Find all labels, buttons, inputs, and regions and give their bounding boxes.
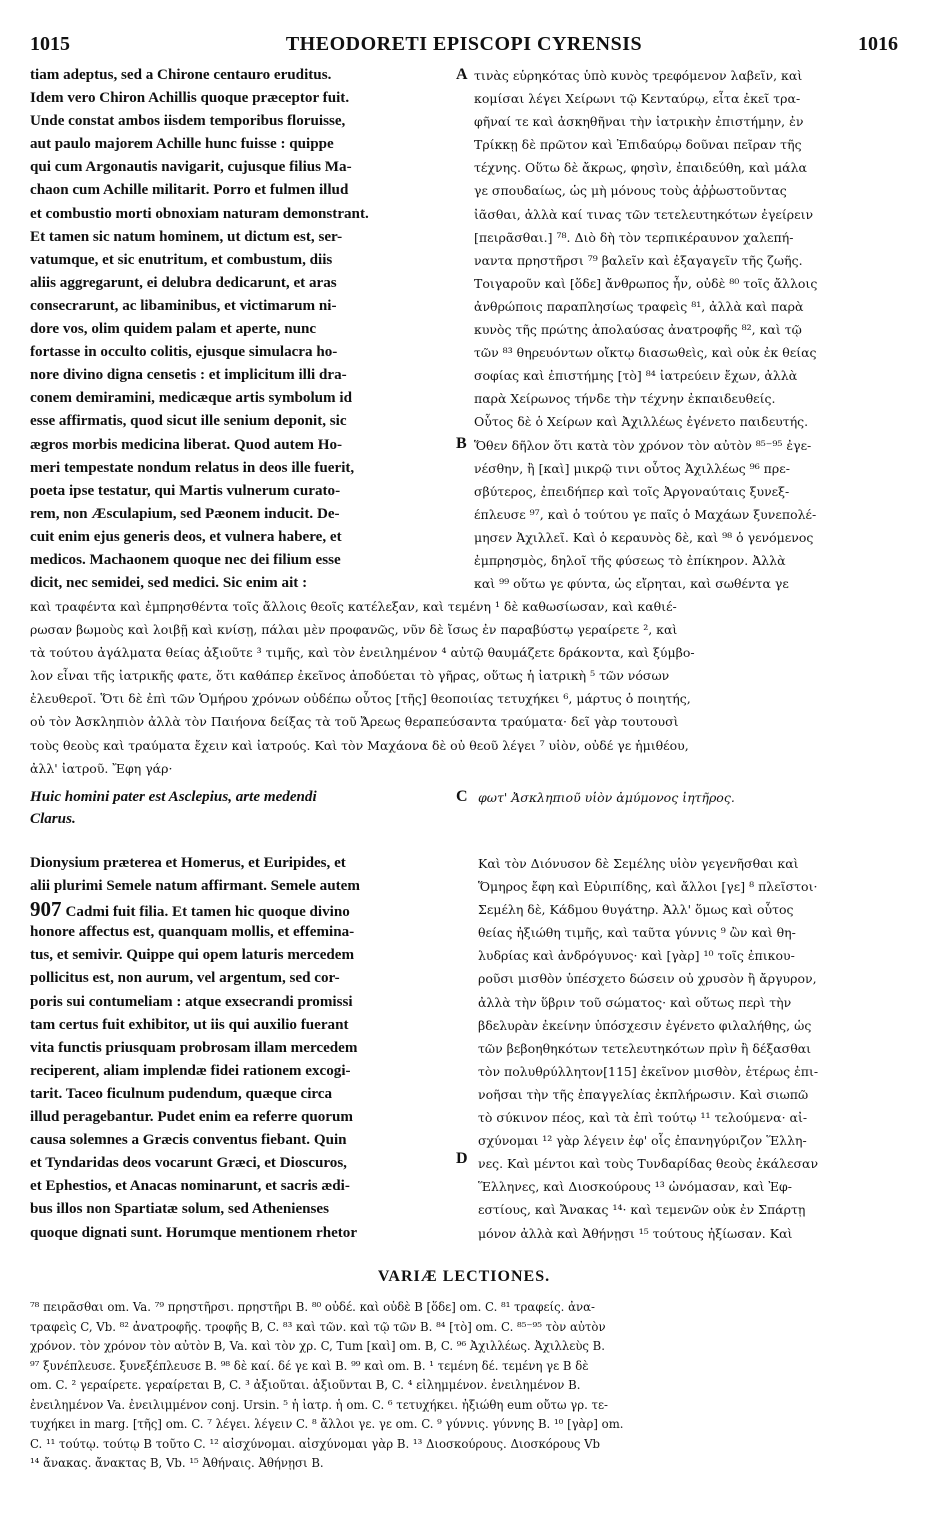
text-line: μησεν Ἀχιλλεῖ. Καὶ ὁ κεραυνὸς δὲ, καὶ ⁹⁸ ὁ γενόμενος — [474, 529, 814, 545]
text-line: alii plurimi Semele natum affirmant. Semele autem — [30, 878, 360, 895]
text-line: bus illos non Spartiatæ solum, sed Athenienses — [30, 1201, 330, 1218]
text-line: νοῆσαι τὴν τῆς ἐπαγγελίας ἐκπλήρωσιν. Καὶ σιωπῶ — [478, 1086, 809, 1102]
text-line: honore affectus est, quanquam mollis, et effemina- — [30, 924, 355, 941]
text-line: qui cum Argonautis navigarit, cujusque filius Ma- — [30, 159, 352, 176]
section-letter-a: A — [456, 66, 468, 83]
variants-heading: VARIÆ LECTIONES. — [377, 1268, 551, 1285]
greek-column-top — [474, 64, 817, 595]
text-line: Idem vero Chiron Achillis quoque præceptor fuit. — [30, 90, 350, 107]
text-line: Τοιγαροῦν καὶ [ὅδε] ἄνθρωπος ἦν, οὐδὲ ⁸⁰ τοῖς ἄλλοις — [474, 275, 818, 291]
text-line: consecrarunt, ac libaminibus, et victimarum ni- — [30, 297, 337, 314]
text-line: ἐλευθεροῖ. Ὅτι δὲ ἐπὶ τῶν Ὁμήρου χρόνων οὐδέπω οὗτος [τῆς] θεοποιίας τετυχήκει ⁶, μάρτυς ὁ ποιητής, — [30, 691, 691, 707]
text-line: τέχνης. Οὕτω δὲ ἄκρως, φησὶν, ἐπαιδεύθη, καὶ μάλα — [474, 160, 807, 176]
text-line: τῶν βεβοηθηκότων τετελευτηκότων πρὶν ἢ δέξασθαι — [478, 1040, 812, 1056]
section-letter-d: D — [456, 1150, 468, 1167]
text-line: λυδρίας καὶ ἀνδρόγυνος· καὶ [γὰρ] ¹⁰ τοῖς ἐπικου- — [478, 948, 795, 964]
text-line: vatumque, et sic enutritum, et combustum, diis — [30, 251, 333, 268]
text-line: Et tamen sic natum hominem, ut dictum est, ser- — [30, 228, 343, 245]
text-line: causa solemnes a Græcis conventus fiebant. Quin — [30, 1132, 347, 1149]
variant-line: τραφεὶς C, Vb. ⁸² ἀνατροφῆς. τροφῆς B, C. ⁸³ καὶ τῶν. καὶ τῷ τῶν B. ⁸⁴ [τὸ] om. C. ⁸⁵⁻⁹⁵ τὸν αὐτὸν — [30, 1319, 606, 1334]
text-line: tam certus fuit exhibitor, ut iis qui auxilio fuerant — [30, 1016, 349, 1033]
variant-line: τυχήκει in marg. [τῆς] om. C. ⁷ λέγει. λέγειν C. ⁸ ἄλλοι γε. γε om. C. ⁹ γύννις. γύννης B. ¹⁰ [γὰρ] om. — [30, 1417, 624, 1431]
text-line: οὐ τὸν Ἀσκληπιὸν ἀλλὰ τὸν Παιήονα δείξας τὰ τοῦ Ἄρεως θεραπεύσαντα τραύματα· δεῖ γὰρ τουτουσὶ — [30, 714, 679, 730]
text-line: σβύτερος, ἐπειδήπερ καὶ τοῖς Ἀργοναύταις ξυνεξ- — [474, 483, 790, 499]
text-line: βδελυρὰν ἐκείνην ὑπόσχεσιν ἐγένετο φιλαλήθης, ὡς — [478, 1017, 812, 1033]
text-line: conem demiramini, medicæque artis symbolum id — [30, 390, 352, 407]
text-line: ἐμπρησμὸς, δηλοῖ τῆς φύσεως τὸ ἐπίκηρον. Ἀλλὰ — [474, 552, 786, 568]
text-line: Καὶ τὸν Διόνυσον δὲ Σεμέλης υἱὸν γεγενῆσθαι καὶ — [478, 856, 799, 871]
text-line: poeta ipse testatur, qui Martis vulnerum curato- — [30, 482, 341, 499]
text-line: dore vos, olim quidem palam et aperte, nunc — [30, 321, 317, 338]
text-line: καὶ ⁹⁹ οὕτω γε φύντα, ὡς εἴρηται, καὶ σωθέντα γε — [474, 576, 789, 592]
text-line: poris sui contumeliam : atque exsecrandi promissi — [30, 993, 353, 1010]
text-line: nore divino digna censetis : et implicitum illi dra- — [30, 367, 347, 384]
section-letter-c: C — [456, 788, 468, 805]
text-line: rem, non Æsculapium, sed Pæonem inducit. De- — [30, 505, 340, 522]
text-line: tus, et semivir. Quippe qui opem laturis mercedem — [30, 947, 355, 964]
text-line: aliis aggregarunt, ei delubra dedicarunt, et aras — [30, 274, 337, 291]
text-line: cuit enim ejus generis deos, et vulnera habere, et — [30, 528, 342, 545]
text-line: meri tempestate nondum relatus in deos ille fuerit, — [30, 459, 355, 476]
section-letter-b: B — [456, 435, 467, 452]
text-line: νες. Καὶ μέντοι καὶ τοὺς Τυνδαρίδας θεοὺς ἐκάλεσαν — [478, 1156, 819, 1172]
text-line: ναντα πρηστῆρσι ⁷⁹ βαλεῖν καὶ ἐξαγαγεῖν τῆς ζωῆς. — [474, 252, 803, 268]
text-line: reciperent, aliam implendæ fidei rationem excogi- — [30, 1062, 351, 1079]
text-line: τὸ σύκινον πέος, καὶ τὰ ἐπὶ τούτῳ ¹¹ τελούμενα· αἰ- — [478, 1110, 808, 1126]
text-line: Οὗτος δὲ ὁ Χείρων καὶ Ἀχιλλέως ἐγένετο παιδευτής. — [474, 414, 809, 430]
variant-line: ⁷⁸ πειρᾶσθαι om. Va. ⁷⁹ πρηστῆρσι. πρηστῆρι B. ⁸⁰ οὐδέ. καὶ οὐδὲ B [ὅδε] om. C. ⁸¹ τραφείς. ἀνα- — [30, 1300, 595, 1314]
text-line: παρὰ Χείρωνος τήνδε τὴν τέχνην ἐκπαιδευθείς. — [474, 391, 776, 407]
text-line: ἀνθρώποις παραπλησίως τραφεὶς ⁸¹, ἀλλὰ καὶ παρὰ — [474, 298, 804, 314]
text-line: illud peragebantur. Pudet enim ea referre quorum — [30, 1109, 353, 1126]
variant-line: om. C. ² γεραίρετε. γεραίρεται B, C. ³ ἀξιοῦται. ἀξιοῦνται B, C. ⁴ εἰλημμένον. ἐνειλημένον B. — [30, 1378, 581, 1392]
verse-greek — [478, 786, 735, 809]
text-line: νέσθην, ἢ [καὶ] μικρῷ τινι οὗτος Ἀχιλλέως ⁹⁶ πρε- — [474, 460, 790, 476]
text-line: θείας ἠξιώθη τιμῆς, καὶ ταῦτα γύννις ⁹ ὢν καὶ θη- — [478, 925, 796, 941]
text-line: fortasse in occulto colitis, ejusque simulacra ho- — [30, 344, 338, 361]
text-line: tiam adeptus, sed a Chirone centauro eruditus. — [30, 67, 332, 83]
text-line — [30, 898, 360, 921]
text-line: chaon cum Achille militarit. Porro et fulmen illud — [30, 182, 349, 199]
left-page-number: 1015 — [30, 33, 70, 55]
text-line: Τρίκκῃ δὲ πρῶτον καὶ Ἐπιδαύρῳ δοῦναι πεῖραν τῆς — [474, 137, 802, 153]
verse-line: Huic homini pater est Asclepius, arte medendi — [30, 789, 317, 805]
text-line: εστίους, καὶ Ἄνακας ¹⁴· καὶ τεμενῶν οὐκ ἐν Σπάρτῃ — [478, 1202, 806, 1218]
text-line: vita functis priusquam probrosam illam mercedem — [30, 1039, 358, 1056]
text-line: ροῦσι μισθὸν ὑπέσχετο δώσειν οὐ χρυσὸν ἢ ἄργυρον, — [478, 971, 817, 987]
text-line: τὸν πολυθρύλλητον[115] ἐκεῖνον μισθὸν, ἑτέρως ἐπι- — [478, 1063, 819, 1079]
text-line: σχύνομαι ¹² γὰρ λέγειν ἐφ' οἷς ἐπανηγύριζον Ἕλλη- — [478, 1133, 807, 1149]
text-line-content: Cadmi fuit filia. Et tamen hic quoque divino — [65, 904, 350, 921]
right-page-number: 1016 — [858, 33, 898, 55]
verse-latin — [30, 786, 317, 829]
running-title: THEODORETI EPISCOPI CYRENSIS — [285, 33, 643, 55]
verse-line: φωτ' Ἀσκληπιοῦ υἱὸν ἀμύμονος ἰητῆρος. — [478, 790, 735, 805]
text-line: et Tyndaridas deos vocarunt Græci, et Dioscuros, — [30, 1155, 347, 1172]
text-line: ἀλλὰ τὴν ὕβριν τοῦ σώματος· καὶ οὕτως περὶ τὴν — [478, 994, 792, 1010]
text-line: Σεμέλη δὲ, Κάδμου θυγάτηρ. Ἀλλ' ὅμως καὶ οὗτος — [478, 902, 794, 918]
text-line: καὶ τραφέντα καὶ ἐμπρησθέντα τοῖς ἄλλοις θεοῖς κατέλεξαν, καὶ τεμένη ¹ δὲ καθωσίωσαν, καὶ καθιέ- — [30, 599, 677, 614]
variant-line: C. ¹¹ τούτῳ. τούτῳ B τοῦτο C. ¹² αἰσχύνομαι. αἰσχύνομαι γὰρ B. ¹³ Διοσκούρους. Διοσκόρους Vb — [30, 1436, 601, 1451]
text-line: Ὅθεν δῆλον ὅτι κατὰ τὸν χρόνον τὸν αὐτὸν ⁸⁵⁻⁹⁵ ἐγε- — [474, 437, 812, 453]
text-line: φῆναί τε καὶ ἀσκηθῆναι τὴν ἰατρικὴν ἐπιστήμην, ἐν — [474, 114, 804, 130]
text-line: Ὅμηρος ἔφη καὶ Εὐριπίδης, καὶ ἄλλοι [γε] ⁸ πλεῖστοι· — [478, 879, 818, 895]
greek-full-width-block — [30, 595, 695, 780]
text-line: ægros morbis medicina liberat. Quod autem Ho- — [30, 436, 343, 453]
text-line: λον εἶναι τῆς ἰατρικῆς φατε, ὅτι καθάπερ ἐκεῖνος ἀποδύεται τὸ γῆρας, οὕτως ἡ ἰατρικὴ ⁵ τῶν νόσων — [30, 668, 670, 684]
text-line: Dionysium præterea et Homerus, et Euripides, et — [30, 855, 346, 871]
page-marker: 907 — [30, 898, 62, 922]
text-line: κυνὸς τῆς πρώτης ἀπολαύσας ἀνατροφῆς ⁸², καὶ τῷ — [474, 322, 802, 338]
text-line: tarit. Taceo ficulnum pudendum, quæque circa — [30, 1085, 333, 1102]
text-line: έπλευσε ⁹⁷, καὶ ὁ τούτου γε παῖς ὁ Μαχάων ξυνεπολέ- — [474, 506, 817, 522]
text-line: Unde constat ambos iisdem temporibus floruisse, — [30, 113, 346, 130]
text-line: et combustio morti obnoxiam naturam demonstrant. — [30, 205, 369, 222]
text-line: γε σπουδαίως, ὡς μὴ μόνους τοὺς ἀῤῥωστοῦντας — [474, 183, 787, 199]
text-line: κομίσαι λέγει Χείρωνι τῷ Κενταύρῳ, εἶτα ἐκεῖ τρα- — [474, 91, 801, 107]
text-line: [πειρᾶσθαι.] ⁷⁸. Διὸ δὴ τὸν τερπικέραυνον χαλεπή- — [474, 229, 794, 245]
text-line: τῶν ⁸³ θηρευόντων οἴκτῳ διασωθεὶς, καὶ οὐκ ἐκ θείας — [474, 345, 817, 361]
text-line: medicos. Machaonem quoque nec dei filium esse — [30, 551, 341, 568]
text-line: quoque dignati sunt. Horumque mentionem rhetor — [30, 1224, 358, 1241]
text-line: τινὰς εὑρηκότας ὑπὸ κυνὸς τρεφόμενον λαβεῖν, καὶ — [474, 68, 803, 83]
variant-line: ⁹⁷ ξυνέπλευσε. ξυνεξέπλευσε B. ⁹⁸ δὲ καί. δέ γε καὶ B. ⁹⁹ καὶ om. B. ¹ τεμένη δέ. τεμένη γε B δὲ — [30, 1358, 589, 1373]
latin-column-top — [30, 64, 369, 595]
text-line: ρωσαν βωμοὺς καὶ λοιβῇ καὶ κνίσῃ, πάλαι μὲν προφανῶς, νῦν δὲ ἴσως ἐν παραβύστῳ γεραίρετε ², καὶ — [30, 622, 678, 638]
variant-line: ¹⁴ ἄνακας. ἄνακτας B, Vb. ¹⁵ Ἀθήναις. Ἀθήνῃσι B. — [30, 1456, 324, 1470]
variant-line: ἐνειλημένον Va. ἐνειλιμμένον conj. Ursin. ⁵ ἡ ἰατρ. ἡ om. C. ⁶ τετυχήκει. ἠξιώθη eum οὔτω γρ. τε- — [30, 1397, 608, 1412]
text-line: ἰᾶσθαι, ἀλλὰ καί τινας τῶν τετελευτηκότων ἐγείρειν — [474, 206, 814, 222]
text-line: τὰ τούτου ἀγάλματα θείας ἀξιοῦτε ³ τιμῆς, καὶ τὸν ἐνειλημένον ⁴ αὐτῷ θαυμάζετε δράκοντα, καὶ ξύμβο- — [30, 645, 695, 661]
text-line: esse affirmatis, quod sicut ille senium deponit, sic — [30, 413, 347, 430]
text-line: μόνον ἀλλὰ καὶ Ἀθήνῃσι ¹⁵ τούτους ἠξίωσαν. Καὶ — [478, 1225, 793, 1241]
text-line: dicit, nec semidei, sed medici. Sic enim ait : — [30, 575, 308, 592]
text-line: Ἕλληνες, καὶ Διοσκούρους ¹³ ὠνόμασαν, καὶ Ἐφ- — [478, 1179, 792, 1195]
variant-readings — [30, 1298, 624, 1474]
verse-line: Clarus. — [30, 811, 76, 828]
text-line: σοφίας καὶ ἐπιστήμης [τὸ] ⁸⁴ ἰατρεύειν ἔχων, ἀλλὰ — [474, 368, 798, 384]
text-line: ἀλλ' ἰατροῦ. Ἔφη γάρ· — [30, 760, 173, 776]
text-line: aut paulo majorem Achille hunc fuisse : quippe — [30, 136, 334, 153]
text-line: et Ephestios, et Anacas nominarunt, et sacris ædi- — [30, 1178, 350, 1195]
text-line: pollicitus est, non aurum, vel argentum, sed cor- — [30, 970, 340, 987]
text-line: τοὺς θεοὺς καὶ τραύματα ἔχειν καὶ ἰατρούς. Καὶ τὸν Μαχάονα δὲ οὐ θεοῦ λέγει ⁷ υἱὸν, οὐδέ γε ἡμιθέου, — [30, 737, 689, 753]
latin-column-bottom — [30, 852, 360, 1245]
page-header — [30, 33, 898, 63]
variant-line: χρόνον. τὸν χρόνον τὸν αὐτὸν B, Va. καὶ τὸν χρ. C, Tum [καὶ] om. B, C. ⁹⁶ Ἀχιλλέως. Ἀχιλλεὺς B. — [30, 1339, 605, 1353]
greek-column-bottom — [478, 852, 818, 1245]
